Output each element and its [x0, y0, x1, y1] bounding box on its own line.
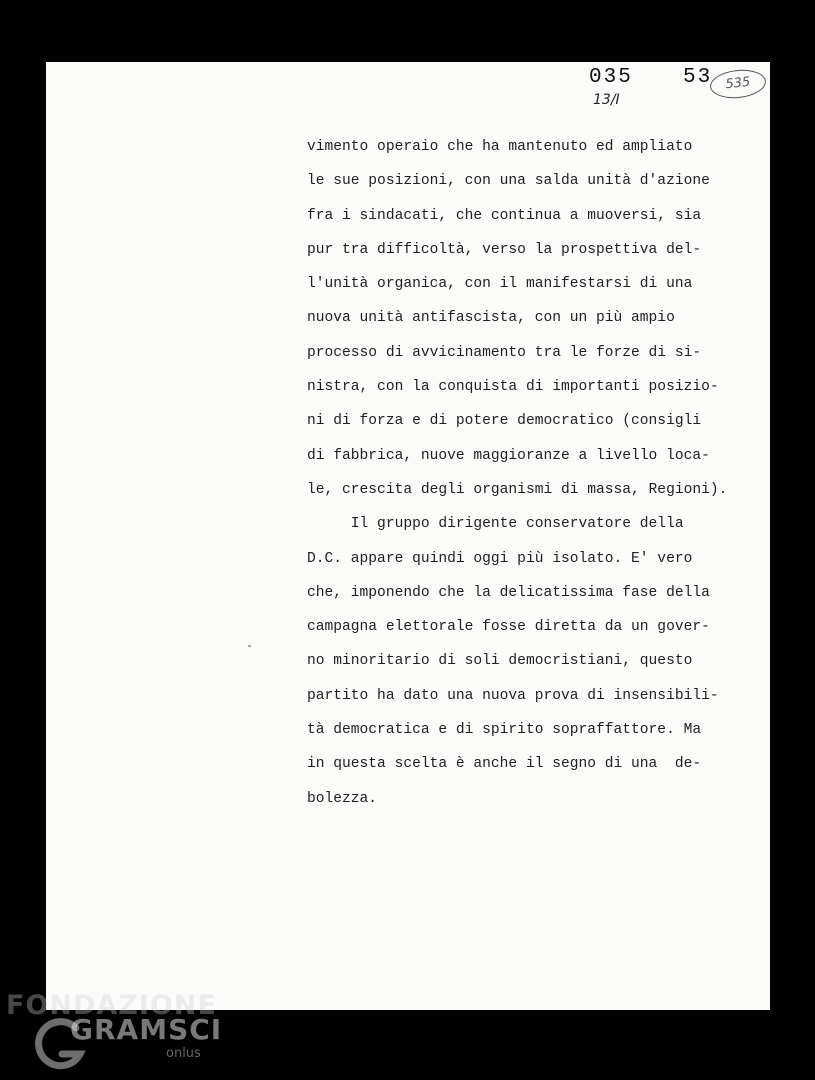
text-line: di fabbrica, nuove maggioranze a livello loca- [307, 447, 710, 464]
text-line: tà democratica e di spirito sopraffattore. Ma [307, 722, 702, 739]
watermark-text-sub: onlus [166, 1046, 201, 1061]
watermark-text-main: GRAMSCI [70, 1013, 223, 1046]
watermark-text-top: FONDAZIONE [6, 990, 217, 1021]
typed-body-text [307, 130, 767, 816]
text-line: in questa scelta è anche il segno di una de- [307, 756, 702, 773]
folio-number-stamp: 53 [683, 66, 713, 89]
page-number-stamp: 035 [589, 66, 633, 89]
text-line: Il gruppo dirigente conservatore della [307, 516, 684, 533]
handwritten-reference: 13/I [593, 92, 620, 108]
text-line: le sue posizioni, con una salda unità d'azione [307, 173, 710, 190]
text-line: no minoritario di soli democristiani, questo [307, 653, 693, 670]
text-line: nistra, con la conquista di importanti posizio- [307, 379, 719, 396]
text-line: processo di avvicinamento tra le forze di si- [307, 344, 702, 361]
paper-speck [248, 645, 251, 647]
text-line: D.C. appare quindi oggi più isolato. E' vero [307, 550, 693, 567]
text-line: fra i sindacati, che continua a muoversi, sia [307, 207, 702, 224]
text-line: che, imponendo che la delicatissima fase della [307, 584, 710, 601]
text-line: nuova unità antifascista, con un più ampio [307, 310, 675, 327]
text-line: le, crescita degli organismi di massa, Regioni). [307, 481, 728, 498]
circled-folio-number: 535 [709, 67, 768, 101]
watermark-g-swoosh-icon [32, 1014, 90, 1072]
text-line: ni di forza e di potere democratico (consigli [307, 413, 702, 430]
text-line: vimento operaio che ha mantenuto ed ampliato [307, 139, 693, 155]
text-line: pur tra difficoltà, verso la prospettiva del- [307, 241, 702, 258]
text-line: campagna elettorale fosse diretta da un gover- [307, 619, 710, 636]
text-line: bolezza. [307, 790, 378, 807]
text-line: partito ha dato una nuova prova di insensibili- [307, 687, 719, 704]
text-line: l'unità organica, con il manifestarsi di una [307, 276, 693, 293]
